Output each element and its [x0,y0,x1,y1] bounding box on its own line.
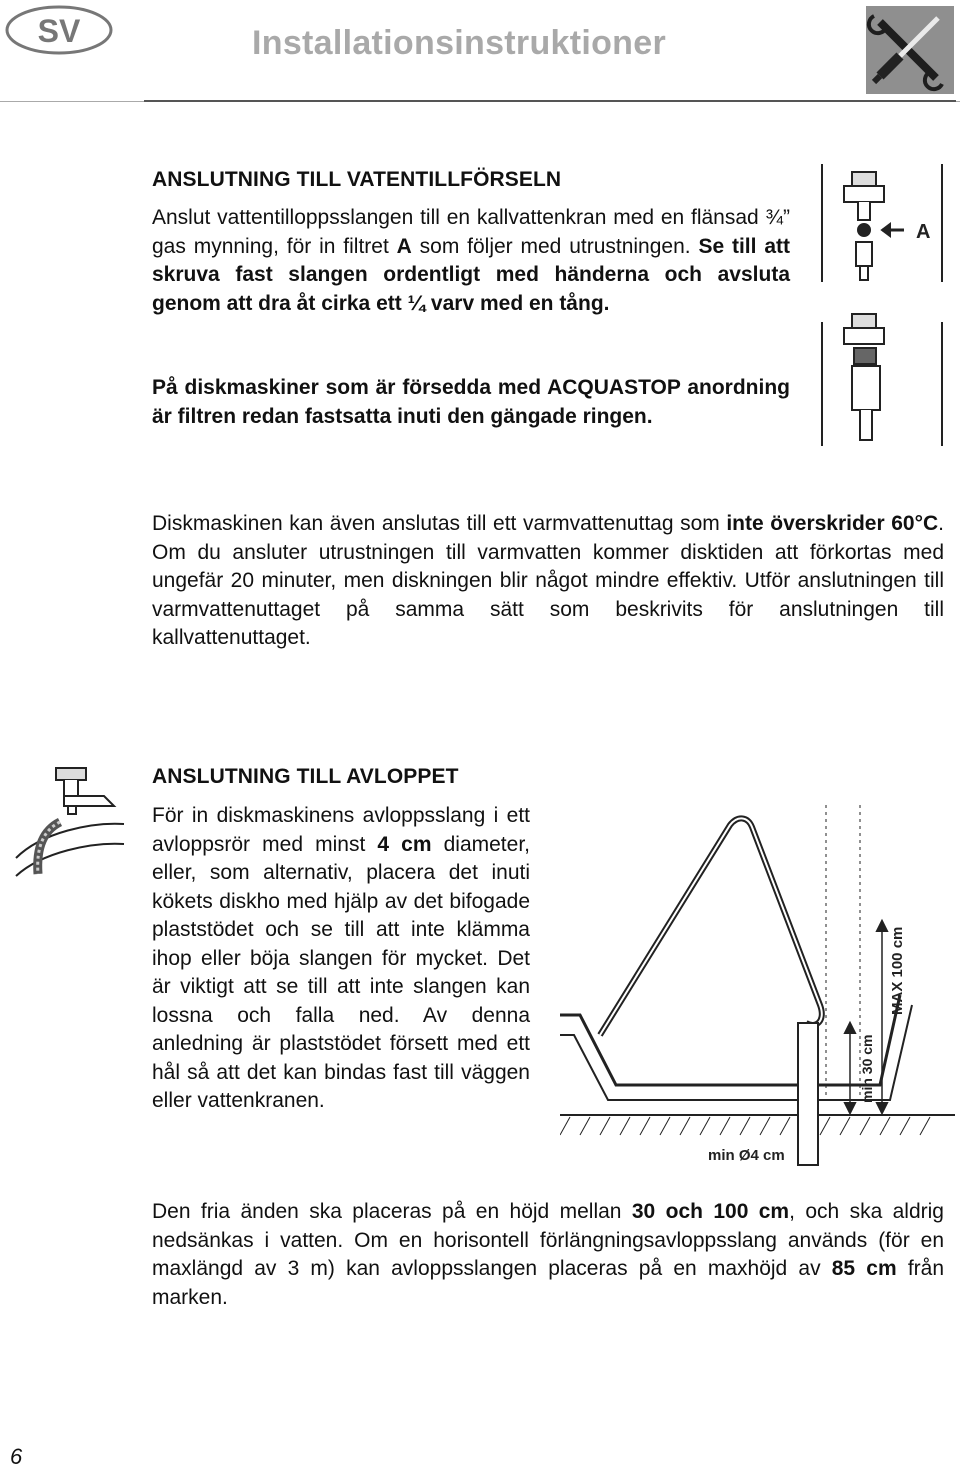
filter-label: A [916,221,931,243]
water-supply-paragraph-1: Anslut vattentilloppsslangen till en kallvattenkran med en flänsad ¾” gas mynning, för in filtret A som följer med utrustningen. Se till att skruva fast slangen ordentligt med händerna och avsluta genom att dra åt cirka ett ¼ varv med en tång. [152,206,790,315]
acquastop-note: På diskmaskiner som är försedda med ACQUASTOP anordning är filtren redan fastsatta inuti den gängade ringen. [152,376,790,428]
drain-heading: ANSLUTNING TILL AVLOPPET [152,765,459,788]
page-number: 6 [10,1444,23,1469]
drain-paragraph-2: Den fria änden ska placeras på en höjd mellan 30 och 100 cm, och ska aldrig nedsänkas i vatten. Om en horisontell förlängningsavloppsslang används (för en maxlängd av 3 m) kan avloppsslangen placeras på en maxhöjd av 85 cm från marken. [152,1200,944,1309]
hot-water-paragraph: Diskmaskinen kan även anslutas till ett varmvattenuttag som inte överskrider 60°C. Om du ansluter utrustningen till varmvatten kommer disktiden att förkortas med ungefär 20 minuter, men diskningen blir något mindre effektiv. Utför anslutningen till varmvattenuttaget på samma sätt som beskrivits för anslutningen till kallvattenuttaget. [152,512,944,649]
min-height-label: min 30 cm [859,1034,875,1103]
min-diameter-label: min Ø4 cm [708,1147,785,1164]
drain-paragraph-1: För in diskmaskinens avloppsslang i ett avloppsrör med minst 4 cm diameter, eller, som alternativ, placera det inuti kökets diskho med hjälp av det bifogade plaststödet och se till att inte klämma ihop eller böja slangen för mycket. Det är viktigt att se till att inte slangen kan lossna och falla ned. Av denna anledning är plaststödet försett med ett hål så att det kan bindas fast till väggen eller vattenkranen. [152,804,530,1112]
tools-icon [866,6,954,94]
inlet-hose-figure [812,162,952,452]
drain-hose-tap-figure [12,762,128,890]
max-height-label: MAX 100 cm [889,926,906,1015]
language-badge [4,4,114,56]
header-rule [144,100,956,102]
drain-height-diagram [560,795,955,1175]
language-badge-text: SV [37,13,81,49]
water-supply-heading: ANSLUTNING TILL VATENTILLFÖRSELN [152,168,562,191]
page-title: Installationsinstruktioner [252,24,666,62]
